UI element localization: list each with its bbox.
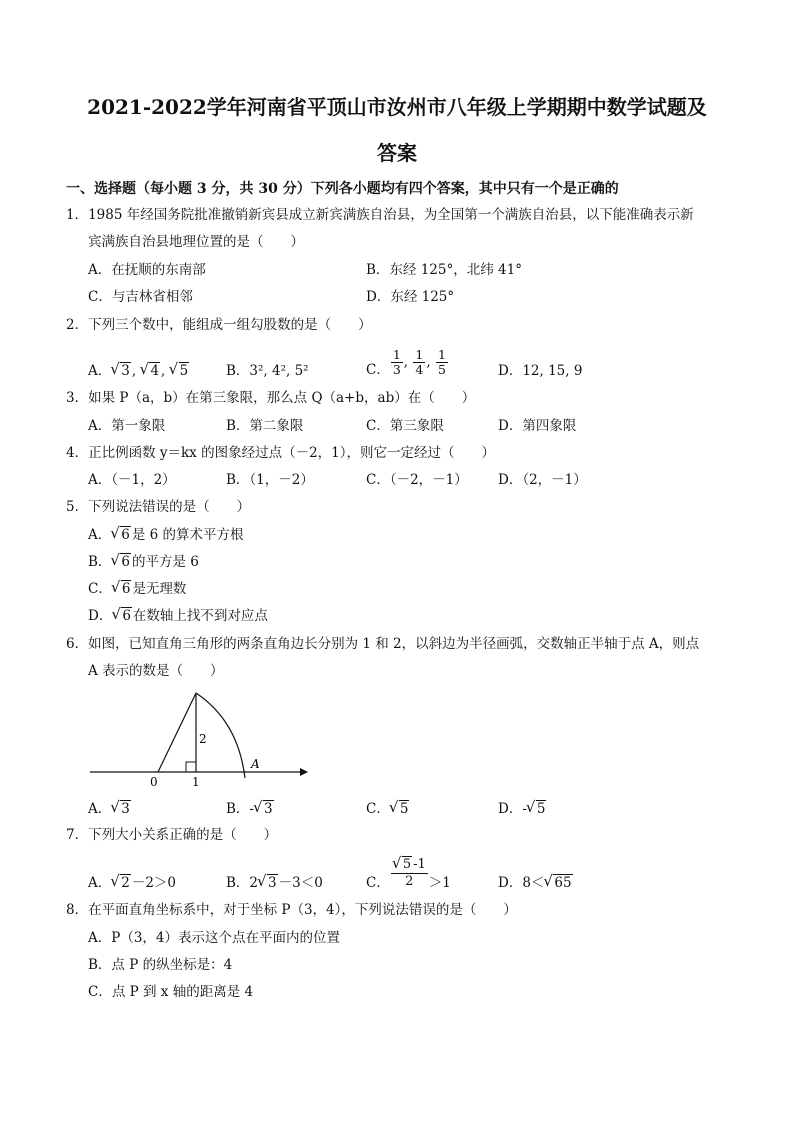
q5-option-a-text: 是 6 的算术平方根 [131,527,244,543]
q3-option-d: D．第四象限 [498,418,577,434]
q3-option-a: A．第一象限 [88,418,166,434]
q6-stem-line-1: 6．如图，已知直角三角形的两条直角边长分别为 1 和 2，以斜边为半径画弧，交数轴正半轴于点 A，则点 [66,636,700,652]
q3-stem: 3．如果 P（a，b）在第三象限，那么点 Q（a+b，ab）在（ ） [66,390,476,406]
q7-d-prefix: 8＜ [522,875,545,891]
q2-a-sqrt-3: √ 5 [170,362,190,380]
q5-d-sqrt: √ 6 [112,607,132,625]
q2-option-c-label: C． [366,362,390,378]
q5-option-d-label: D． [88,608,113,624]
q7-option-b-tail: －3＜0 [278,875,323,891]
q6-c-sqrt: √ 5 [390,800,410,818]
q5-option-d [88,607,268,625]
q6-d-sqrt: √ 5 [527,800,547,818]
q6-option-d-label: D． [498,801,523,817]
q6-option-c [366,800,410,818]
q2-a-sqrt-1: √ 3 [111,362,131,380]
q6-option-a [88,800,132,818]
q7-option-d [498,874,574,892]
q5-stem: 5．下列说法错误的是（ ） [66,499,251,515]
document-title-line-1: 2021-2022学年河南省平顶山市汝州市八年级上学期期中数学试题及 [87,95,707,119]
axis-arrow [300,768,308,776]
q1-option-c: C．与吉林省相邻 [88,289,193,305]
section-heading: 一、选择题（每小题 3 分，共 30 分）下列各小题均有四个答案，其中只有一个是正确的 [66,181,619,197]
q5-option-a [88,526,244,544]
q5-option-b-text: 的平方是 6 [132,554,199,570]
q5-option-d-text: 在数轴上找不到对应点 [132,608,268,624]
label-1: 1 [192,775,200,789]
q6-a-sqrt: √ 3 [111,800,131,818]
q6-stem-line-2: A 表示的数是（ ） [88,663,224,679]
q4-option-a: A．（－1，2） [88,472,176,488]
q8-option-b: B．点 P 的纵坐标是：4 [88,957,233,973]
q7-option-a-label: A． [88,875,112,891]
label-A: A [251,757,260,771]
q7-option-b [226,874,323,892]
q8-option-c: C．点 P 到 x 轴的距离是 4 [88,984,254,1000]
q6-option-d [498,800,547,818]
q7-option-a-tail: －2＞0 [131,875,177,891]
q1-stem-line-2: 宾满族自治县地理位置的是（ ） [88,234,304,250]
q7-b-coefficient: 2 [249,875,259,891]
q7-option-a [88,874,176,892]
q2-option-c: C． $\frac{1}{3}$ , $\frac{1}{4}$ , $\frac{1}{5}$ [366,347,446,378]
q5-option-c [88,580,186,598]
q8-stem: 8．在平面直角坐标系中，对于坐标 P（3，4），下列说法错误的是（ ） [66,902,517,918]
hypotenuse [158,693,196,772]
q2-option-d: D．12, 15, 9 [498,363,583,379]
q8-option-a: A．P（3，4）表示这个点在平面内的位置 [88,930,341,946]
q7-b-sqrt: √ 3 [258,874,278,892]
q2-stem: 2．下列三个数中，能组成一组勾股数的是（ ） [66,317,372,333]
q1-option-b: B．东经 125°，北纬 41° [366,262,522,278]
q6-option-b-label: B． [226,801,250,817]
q5-option-b [88,553,199,571]
q4-option-d: D．（2，－1） [498,472,587,488]
label-2: 2 [199,732,207,746]
q6-option-b [226,800,275,818]
q6-d-minus: - [522,801,527,817]
q7-option-d-label: D． [498,875,523,891]
q4-option-c: C．（－2，－1） [366,472,468,488]
q2-a-sqrt-2: √ 4 [140,362,160,380]
q2-option-a: A．√ 3 , √ 4 , √ 5 [88,362,190,380]
q1-option-d: D．东经 125° [366,289,455,305]
q7-option-b-label: B． [226,875,250,891]
q5-b-sqrt: √ 6 [111,553,131,571]
number-line-figure [88,686,308,800]
q5-option-b-label: B． [88,554,112,570]
q7-option-c [366,854,451,902]
q7-stem: 7．下列大小关系正确的是（ ） [66,827,278,843]
q6-b-sqrt: √ 3 [254,800,274,818]
q6-b-minus: - [249,801,254,817]
q2-option-a-label: A． [88,363,112,379]
q3-option-b: B．第二象限 [226,418,304,434]
label-0: 0 [150,775,158,789]
q5-a-sqrt: √ 6 [111,526,131,544]
right-angle-mark [186,762,196,772]
q2-c-fraction-3: $\frac{1}{5}$ [437,347,446,377]
q2-c-fraction-1: $\frac{1}{3}$ [392,347,401,377]
q7-option-c-label: C． [366,875,390,891]
q3-option-c: C．第三象限 [366,418,444,434]
q5-option-c-text: 是无理数 [132,581,187,597]
q7-a-sqrt: √ 2 [111,874,131,892]
q4-stem: 4．正比例函数 y＝kx 的图象经过点（－2，1），则它一定经过（ ） [66,445,496,461]
q7-c-fraction: √ $\frac{5 -1}{2}$ [391,857,428,890]
q6-option-a-label: A． [88,801,112,817]
q7-option-c-tail: ＞1 [428,875,451,891]
q5-c-sqrt: √ 6 [112,580,132,598]
q6-option-c-label: C． [366,801,390,817]
q7-c-sqrt: √ 5 [393,857,412,873]
q7-d-sqrt: √ 65 [544,874,572,892]
document-title-line-2: 答案 [377,141,417,165]
q5-option-a-label: A． [88,527,112,543]
q2-c-fraction-2: $\frac{1}{4}$ [415,347,424,377]
q4-option-b: B．（1，－2） [226,472,314,488]
q1-option-a: A．在抚顺的东南部 [88,262,206,278]
q5-option-c-label: C． [88,581,112,597]
q1-stem-line-1: 1．1985 年经国务院批准撤销新宾县成立新宾满族自治县，为全国第一个满族自治县，以下能准确表示新 [66,207,694,223]
q2-option-b: B．3², 4², 5² [226,363,309,379]
